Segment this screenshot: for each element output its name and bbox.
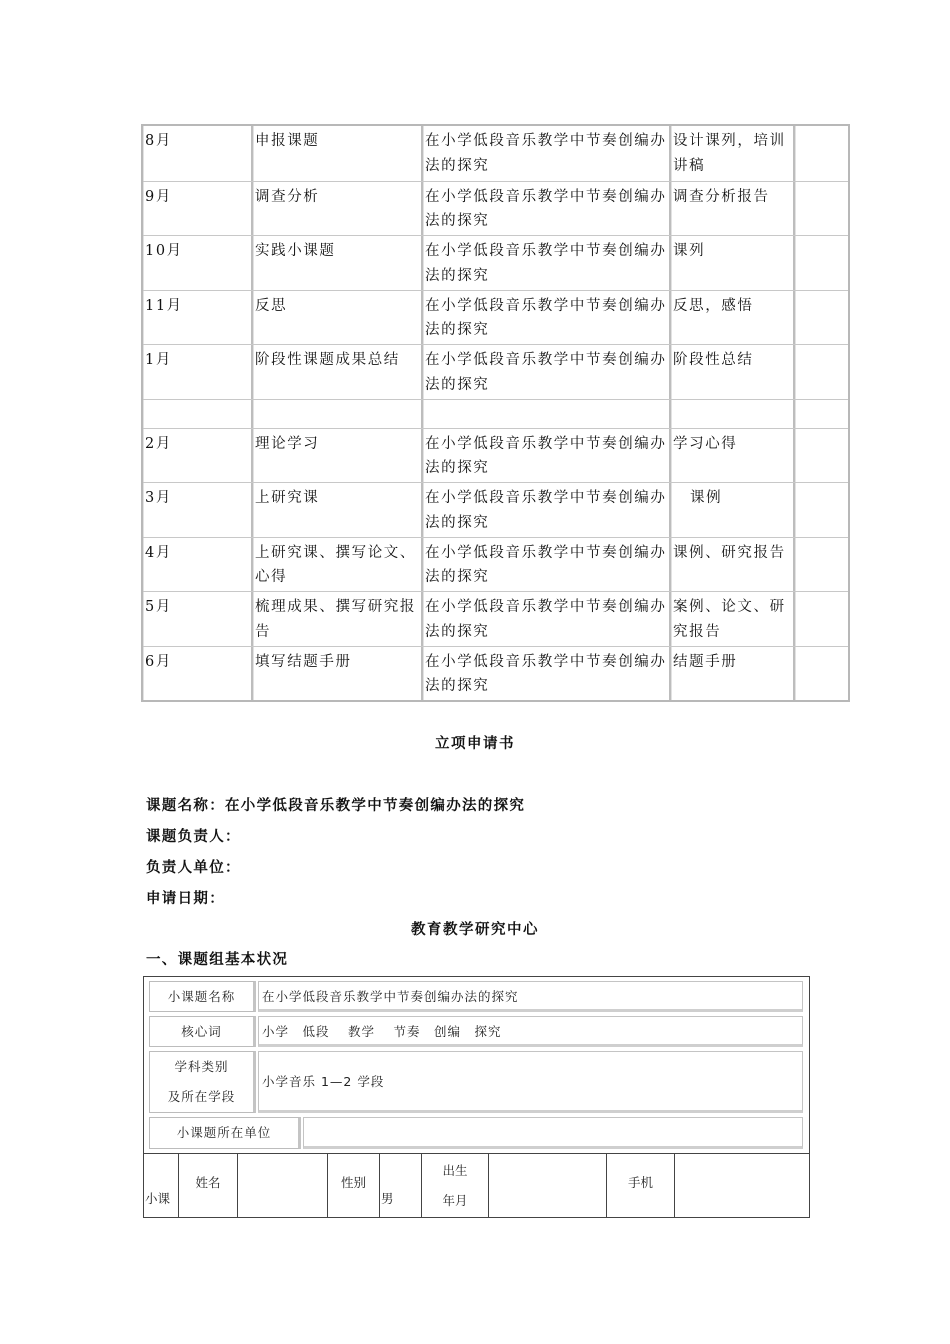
schedule-cell-note [795,538,848,592]
leader-unit-line: 负责人单位： [146,859,241,876]
schedule-cell-content: 申报课题 [253,126,423,181]
schedule-cell-output: 案例、论文、研究报告 [671,592,795,646]
schedule-cell-topic: 在小学低段音乐教学中节奏创编办法的探究 [423,429,671,483]
schedule-cell-note [795,647,848,701]
member-name-value [238,1154,328,1217]
schedule-row [143,537,848,592]
keywords-row [146,1014,807,1049]
schedule-cell-topic: 在小学低段音乐教学中节奏创编办法的探究 [423,483,671,537]
schedule-cell-output: 反思，感悟 [671,291,795,345]
schedule-cell-topic [423,400,671,428]
schedule-cell-topic: 在小学低段音乐教学中节奏创编办法的探究 [423,345,671,399]
schedule-cell-topic: 在小学低段音乐教学中节奏创编办法的探究 [423,538,671,592]
subject-row [146,1049,807,1115]
schedule-cell-note [795,182,848,236]
schedule-cell-content [253,400,423,428]
schedule-row [143,290,848,345]
schedule-cell-output: 结题手册 [671,647,795,701]
member-side-label: 小课 [145,1191,171,1206]
schedule-cell-month: 8月 [143,126,253,181]
schedule-cell-topic: 在小学低段音乐教学中节奏创编办法的探究 [423,126,671,181]
schedule-cell-output: 调查分析报告 [671,182,795,236]
schedule-cell-output: 设计课列，培训讲稿 [671,126,795,181]
schedule-cell-month: 2月 [143,429,253,483]
schedule-cell-content: 反思 [253,291,423,345]
member-birth-label-2: 年月 [442,1192,468,1208]
schedule-row [143,646,848,701]
schedule-cell-month: 11月 [143,291,253,345]
topic-name-value: 在小学低段音乐教学中节奏创编办法的探究 [258,981,803,1012]
subject-label [149,1051,256,1113]
topic-name-line: 课题名称：在小学低段音乐教学中节奏创编办法的探究 [146,797,526,814]
topic-name-label: 小课题名称 [149,981,256,1012]
unit-value [303,1117,803,1149]
member-gender-label [328,1154,380,1217]
member-name-label [179,1154,238,1217]
schedule-cell-month: 1月 [143,345,253,399]
member-gender-label-text: 性别 [340,1174,366,1190]
topic-name-row [146,979,807,1014]
topic-leader-line: 课题负责人： [146,828,241,845]
member-side-cell [144,1154,179,1217]
schedule-cell-month: 4月 [143,538,253,592]
schedule-cell-note [795,291,848,345]
schedule-cell-month: 5月 [143,592,253,646]
schedule-cell-output: 课列 [671,236,795,290]
keywords-value: 小学 低段 教学 节奏 创编 探究 [258,1016,803,1047]
schedule-row [143,126,848,181]
member-phone-label [607,1154,675,1217]
schedule-cell-month [143,400,253,428]
schedule-cell-month: 10月 [143,236,253,290]
schedule-cell-output: 学习心得 [671,429,795,483]
schedule-row [143,428,848,483]
schedule-cell-month: 6月 [143,647,253,701]
schedule-cell-note [795,126,848,181]
member-birth-label [422,1154,489,1217]
member-birth-value [489,1154,607,1217]
schedule-cell-output: 课例、研究报告 [671,538,795,592]
schedule-cell-month: 9月 [143,182,253,236]
schedule-cell-content: 调查分析 [253,182,423,236]
schedule-cell-content: 梳理成果、撰写研究报告 [253,592,423,646]
subject-value: 小学音乐 1—2 学段 [258,1051,803,1113]
schedule-cell-note [795,236,848,290]
member-name-label-text: 姓名 [195,1174,221,1190]
schedule-cell-content: 上研究课、撰写论文、心得 [253,538,423,592]
schedule-cell-topic: 在小学低段音乐教学中节奏创编办法的探究 [423,236,671,290]
subject-label-line-1: 学科类别 [174,1059,229,1074]
member-birth-label-1: 出生 [442,1162,468,1178]
schedule-cell-output: 课例 [671,483,795,537]
schedule-cell-content: 实践小课题 [253,236,423,290]
schedule-row-blank [143,399,848,428]
schedule-cell-topic: 在小学低段音乐教学中节奏创编办法的探究 [423,182,671,236]
research-center-name: 教育教学研究中心 [411,921,539,938]
schedule-cell-topic: 在小学低段音乐教学中节奏创编办法的探究 [423,592,671,646]
schedule-cell-note [795,592,848,646]
schedule-cell-content: 阶段性课题成果总结 [253,345,423,399]
schedule-cell-topic: 在小学低段音乐教学中节奏创编办法的探究 [423,647,671,701]
schedule-row [143,344,848,399]
apply-date-line: 申请日期： [146,890,225,907]
schedule-row [143,181,848,236]
member-phone-value [675,1154,809,1217]
schedule-cell-topic: 在小学低段音乐教学中节奏创编办法的探究 [423,291,671,345]
schedule-cell-note [795,429,848,483]
subject-label-line-2: 及所在学段 [167,1089,236,1104]
schedule-row [143,482,848,537]
schedule-cell-content: 填写结题手册 [253,647,423,701]
application-title: 立项申请书 [435,735,515,752]
schedule-row [143,591,848,646]
schedule-cell-note [795,483,848,537]
schedule-cell-output: 阶段性总结 [671,345,795,399]
section-title: 一、课题组基本状况 [146,951,289,968]
schedule-cell-content: 上研究课 [253,483,423,537]
schedule-row [143,235,848,290]
unit-label: 小课题所在单位 [149,1117,301,1149]
unit-row [146,1115,807,1151]
schedule-cell-output [671,400,795,428]
schedule-cell-content: 理论学习 [253,429,423,483]
schedule-cell-note [795,400,848,428]
schedule-cell-month: 3月 [143,483,253,537]
keywords-label: 核心词 [149,1016,256,1047]
basic-info-table [143,976,810,1218]
member-gender-cell [380,1154,422,1217]
schedule-cell-note [795,345,848,399]
member-phone-label-text: 手机 [627,1174,653,1190]
schedule-table [141,124,850,702]
member-row [144,1153,809,1217]
member-gender-value: 男 [381,1191,394,1206]
